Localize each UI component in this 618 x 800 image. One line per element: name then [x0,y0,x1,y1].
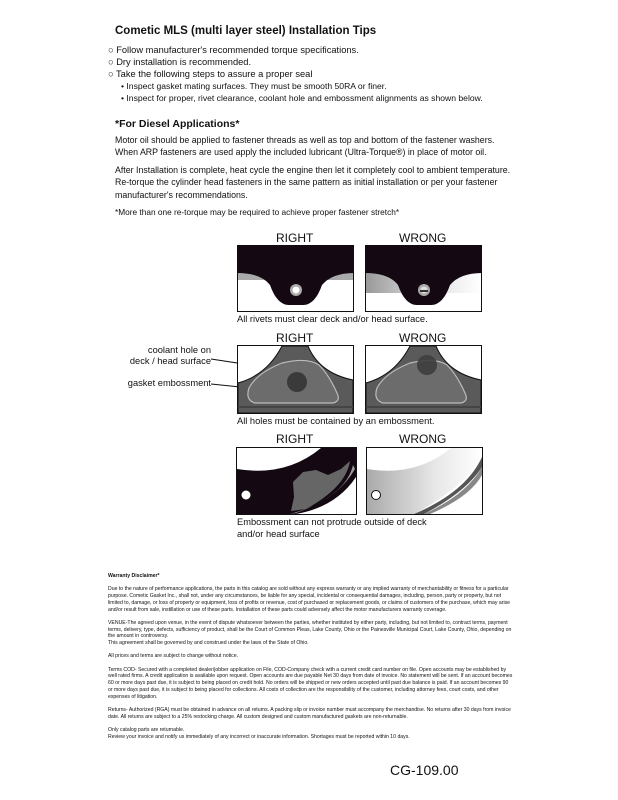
returnable-text: Only catalog parts are returnable. [108,726,185,733]
label-right: RIGHT [276,432,314,446]
review-invoice-text: Review your invoice and notify us immediately of any incorrect or inaccurate information. Shortages must be reported within 10 days. [108,733,410,740]
label-wrong: WRONG [399,231,447,245]
sub-tip-text: Inspect for proper, rivet clearance, coolant hole and embossment alignments as shown below. [126,93,483,103]
label-wrong: WRONG [399,432,447,446]
diesel-note: *More than one re-torque may be required to achieve proper fastener stretch* [115,207,400,217]
warranty-heading: Warranty Disclaimer* [108,573,160,579]
prices-paragraph: All prices and terms are subject to change without notice. [108,653,239,660]
returnable-paragraph [108,727,513,741]
coolant-wrong-diagram [365,345,482,414]
terms-paragraph: Terms COD- Secured with a completed dealer/jobber application on File, COD-Company check with a current credit card number on file. Open accounts may be established by well rated firms. A credit application is available upon request. Open accounts are due payable Net 30 days from date of invoice. No statement will be sent. If an account becomes 60 or more days past due, it is subject to being placed on credit hold. No orders will be shipped or new orders accepted until past due balance is paid. If an account becomes 90 or more days past due, it is subject to being placed for collections. All costs of collection are the responsibility of the customer, including attorney fees, court costs, and other expenses of litigation. [108,666,513,700]
tip-item: ○ Follow manufacturer's recommended torque specifications. [108,45,359,55]
sub-tip-text: Inspect gasket mating surfaces. They must be smooth 50RA or finer. [126,81,387,91]
label-gasket-embossment: gasket embossment [127,378,211,388]
diesel-paragraph: After Installation is complete, heat cycle the engine then let it completely cool to ambient temperature. Re-torque the cylinder head fasteners in the same pattern as initial installation or per your fastener manufacturer's recommendations. [115,165,511,200]
label-line: deck / head surface [129,356,211,366]
returns-paragraph: Returns- Authorized (RGA) must be obtained in advance on all returns. A packing slip or invoice number must accompany the merchandise. No returns after 30 days from invoice date. All returns are subject to a 25% restocking charge. All custom designed and custom manufactured gaskets are non-returnable. [108,706,511,720]
venue-text: VENUE-The agreed upon venue, in the event of dispute whatsoever between the parties, whether instituted by either party, including, but not limited to, contract terms, payment terms, delivery, type, defects, sufficiency of product, shall be the Court of Common Pleas, Lake County, Ohio or the Painesville Municipal Court, Lake County, Ohio, depending on the amount in controversy. [108,619,512,640]
caption-line: and/or head surface [237,529,320,539]
sub-tip-item: • Inspect for proper, rivet clearance, coolant hole and embossment alignments as shown below. [121,93,483,103]
caption-holes: All holes must be contained by an embossment. [237,416,435,426]
page-title: Cometic MLS (multi layer steel) Installation Tips [115,25,377,37]
label-right: RIGHT [276,331,314,345]
embossment-wrong-diagram [366,447,483,515]
caption-rivets: All rivets must clear deck and/or head surface. [237,314,428,324]
tip-text: Dry installation is recommended. [116,57,252,67]
warranty-section [108,573,513,747]
tip-item: ○ Take the following steps to assure a proper seal [108,69,313,79]
diesel-heading: *For Diesel Applications* [115,118,240,130]
governing-law-text: This agreement shall be governed by and construed under the laws of the State of Ohio. [108,640,309,646]
label-wrong: WRONG [399,331,447,345]
warranty-paragraph: Due to the nature of performance applications, the parts in this catalog are sold without any express warranty or any implied warranty of merchantability or fitness for a particular purpose. Cometic Gasket Inc., shall not, under any circumstances, be liable for any special, incidental or consequential damages, including, person, party or property, but not limited to, damage, or loss of property or equipment, loss of profits or revenue, cost of purchased or replacement goods, or claims of customers of the purchase, which may arise and/or result from sale, instillation or use of these parts. Installation of these parts could adversely affect the motor manufacturers warranty coverage. [108,586,511,613]
sub-tip-item: • Inspect gasket mating surfaces. They must be smooth 50RA or finer. [121,81,387,91]
caption-embossment [237,516,427,540]
label-right: RIGHT [276,231,314,245]
page-code: CG-109.00 [390,762,459,778]
label-line: coolant hole on [147,345,211,355]
embossment-right-diagram [236,447,357,515]
venue-paragraph [108,620,513,647]
label-coolant-hole [91,345,211,367]
rivet-right-diagram [237,245,354,312]
coolant-right-diagram [237,345,354,414]
diesel-paragraph: Motor oil should be applied to fastener threads as well as top and bottom of the fastener washers. When ARP fasteners are used apply the included lubricant (Ultra-Torque®) in place of motor oil. [115,135,495,158]
rivet-wrong-diagram [365,245,482,312]
caption-line: Embossment can not protrude outside of deck [237,517,427,527]
tip-item: ○ Dry installation is recommended. [108,57,252,67]
tip-text: Follow manufacturer's recommended torque specifications. [116,45,359,55]
tip-text: Take the following steps to assure a proper seal [116,69,313,79]
